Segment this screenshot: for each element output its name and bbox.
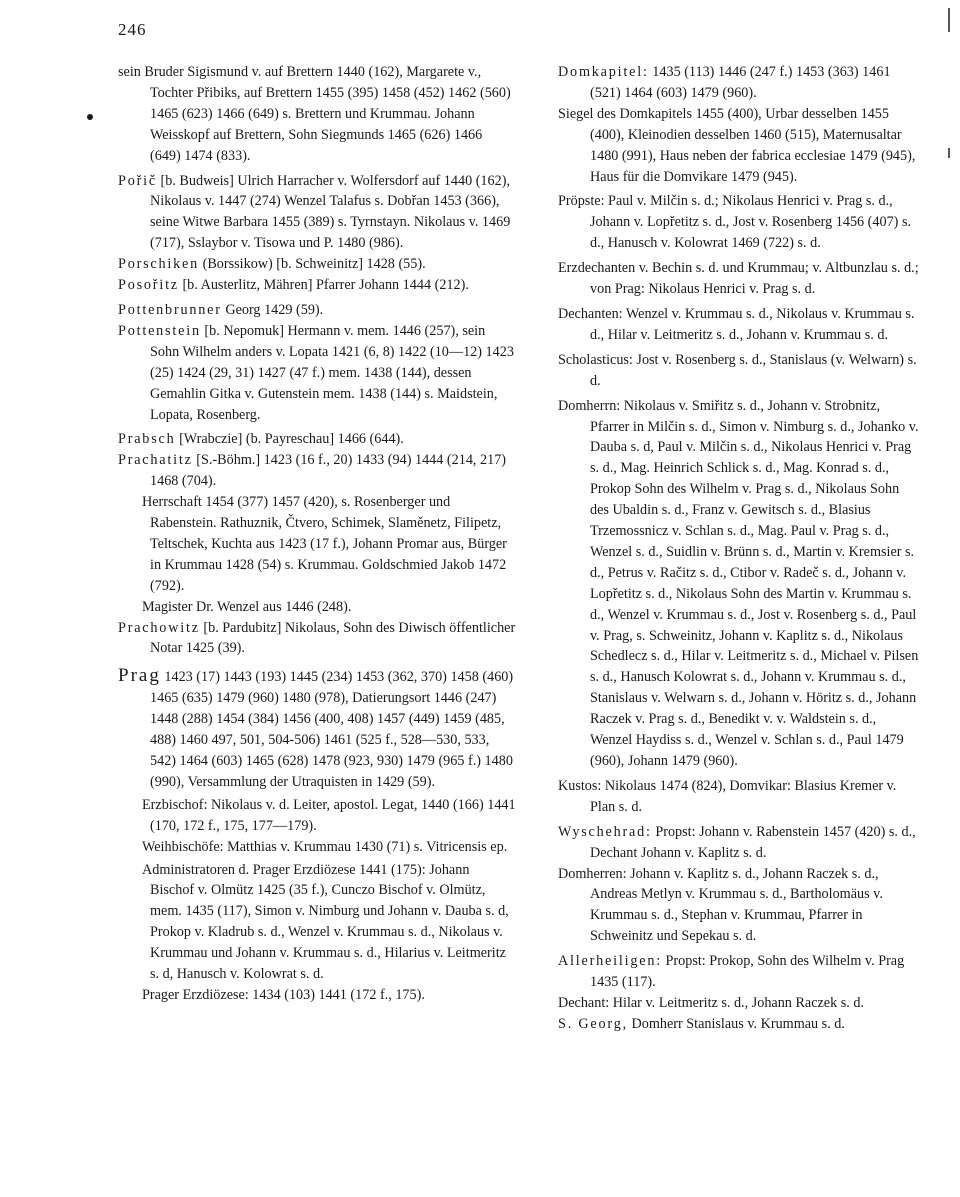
index-entry (558, 864, 920, 948)
entry-heading: Posořitz (118, 277, 179, 294)
page-number: 246 (118, 20, 147, 39)
entry-heading: Pořič (118, 172, 157, 189)
index-entry (558, 191, 920, 254)
entry-text: [b. Budweis] Ulrich Harracher v. Wolfersdorf auf 1440 (162), Nikolaus v. 1447 (274) Wenzel Talafus s. Dobřan 1453 (366), seine Witwe Barbara 1455 (389) s. Tyrnstayn. Nikolaus v. 1469 (717), Sslaybor v. Tisowa und P. 1480 (986). (150, 172, 511, 252)
entry-heading: Prag (118, 665, 161, 687)
index-entry (558, 822, 920, 864)
index-entry (118, 837, 516, 858)
entry-text: Erzbischof: Nikolaus v. d. Leiter, apostol. Legat, 1440 (166) 1441 (170, 172 f., 175, 177—179). (142, 796, 516, 834)
entry-text: Domherrn: Nikolaus v. Smiřitz s. d., Johann v. Strobnitz, Pfarrer in Milčin s. d., Simon v. Nimburg s. d., Johanko v. Dauba s. d, Paul v. Milčin s. d., Nikolaus Henrici v. Prag s. d., Mag. Heinrich Schlick s. d., Mag. Konrad s. d., Prokop Sohn des Wilhelm v. Prag s. d., Nikolaus Sohn des Ubaldin s. d., Franz v. Gewitsch s. d., Blasius Trzemossnicz v. Schlan s. d., Mag. Paul v. Prag s. d., Wenzel s. d., Suidlin v. Brünn s. d., Martin v. Kremsier s. d., Petrus v. Račitz s. d., Ctibor v. Radeč s. d., Johann v. Lopřetitz s. d., Nikolaus Sohn des Martin v. Krummau s. d., Wenzel v. Krummau s. d., Jost v. Rosenberg s. d., Paul v. Prag, s. Schweinitz, Johann v. Kaplitz s. d., Nikolaus Schedlecz s. d., Hilar v. Leitmeritz s. d., Michael v. Pilsen s. d., Hanusch Kolowrat s. d., Johann v. Krummau s. d., Stanislaus v. Welwarn s. d., Johann v. Höritz s. d., Johann Raczek v. Prag s. d., Benedikt v. v. Waldstein s. d., Wenzel Haydiss s. d., Wenzel v. Schlan s. d., Paul 1479 (960), Johann 1479 (960). (558, 397, 919, 769)
left-column (118, 62, 516, 1006)
entry-text: 1435 (113) 1446 (247 f.) 1453 (363) 1461 (521) 1464 (603) 1479 (960). (590, 64, 891, 101)
index-entry (118, 450, 516, 492)
index-entry (118, 666, 516, 792)
index-entry (558, 1014, 920, 1035)
entry-text: Weihbischöfe: Matthias v. Krummau 1430 (71) s. Vitricensis ep. (142, 838, 508, 855)
entry-text: Magister Dr. Wenzel aus 1446 (248). (142, 598, 352, 615)
entry-text: Propst: Prokop, Sohn des Wilhelm v. Prag 1435 (117). (590, 953, 905, 991)
index-entry (118, 860, 516, 985)
index-entry (558, 993, 920, 1014)
entry-heading: S. Georg, (558, 1015, 628, 1032)
index-entry (558, 62, 920, 104)
entry-text: Erzdechanten v. Bechin s. d. und Krummau; v. Altbunzlau s. d.; von Prag: Nikolaus Henrici v. Prag s. d. (558, 260, 919, 298)
entry-heading: Wyschehrad: (558, 823, 652, 840)
entry-text: [Wrabczie] (b. Payreschau] 1466 (644). (175, 431, 404, 448)
entry-heading: Porschiken (118, 256, 200, 273)
index-entry (118, 254, 516, 275)
entry-heading: Prachatitz (118, 452, 193, 469)
index-entry (558, 396, 920, 772)
entry-heading: Domkapitel: (558, 64, 649, 80)
index-entry (118, 171, 516, 255)
right-column (558, 62, 920, 1035)
page-edge-mark (948, 148, 950, 158)
index-entry (558, 776, 920, 818)
entry-text: sein Bruder Sigismund v. auf Brettern 1440 (162), Margarete v., Tochter Přibiks, auf Brettern 1455 (395) 1458 (452) 1462 (560) 1465 (623) 1466 (649) s. Brettern und Krummau. Johann Weisskopf auf Brettern, Sohn Siegmunds 1465 (626) 1466 (649) 1474 (833). (118, 64, 511, 164)
entry-text: Herrschaft 1454 (377) 1457 (420), s. Rosenberger und Rabenstein. Rathuznik, Čtvero, Schimek, Slaměnetz, Filipetz, Teltschek, Kuchta aus 1423 (17 f.), Johann Promar aus, Bürger in Krummau 1428 (54) s. Krummau. Goldschmied Jakob 1472 (792). (142, 494, 507, 594)
index-entry (118, 492, 516, 597)
entry-text: (Borssikow) [b. Schweinitz] 1428 (55). (199, 256, 426, 273)
entry-text: Propst: Johann v. Rabenstein 1457 (420) s. d., Dechant Johann v. Kaplitz s. d. (590, 823, 916, 861)
margin-mark (87, 114, 93, 120)
entry-heading: Allerheiligen: (558, 953, 662, 970)
entry-heading: Prabsch (118, 431, 176, 448)
entry-text: Prager Erzdiözese: 1434 (103) 1441 (172 f., 175). (142, 986, 425, 1003)
entry-heading: Prachowitz (118, 619, 200, 636)
page-edge-mark (948, 8, 950, 32)
index-entry (118, 300, 516, 321)
index-entry (118, 618, 516, 660)
entry-text: [S.-Böhm.] 1423 (16 f., 20) 1433 (94) 1444 (214, 217) 1468 (704). (150, 452, 507, 490)
index-entry (558, 304, 920, 346)
entry-text: Dechant: Hilar v. Leitmeritz s. d., Johann Raczek s. d. (558, 994, 864, 1011)
entry-text: Dechanten: Wenzel v. Krummau s. d., Nikolaus v. Krummau s. d., Hilar v. Leitmeritz s. d., Johann v. Krummau s. d. (558, 305, 915, 343)
entry-text: 1423 (17) 1443 (193) 1445 (234) 1453 (362, 370) 1458 (460) 1465 (635) 1479 (960) 1480 (978), Datierungsort 1446 (247) 1448 (288) 1454 (384) 1456 (400, 408) 1457 (449) 1459 (485, 488) 1460 497, 501, 504-506) 1461 (525 f., 528—530, 533, 542) 1464 (603) 1465 (628) 1478 (923, 930) 1479 (965 f.) 1480 (990), Versammlung der Utraquisten in 1429 (59). (150, 669, 514, 790)
index-entry (118, 321, 516, 426)
index-entry (558, 350, 920, 392)
entry-text: [b. Nepomuk] Hermann v. mem. 1446 (257), sein Sohn Wilhelm anders v. Lopata 1421 (6, 8) 1422 (10—12) 1423 (25) 1424 (29, 31) 1427 (47 f.) mem. 1438 (144), dessen Gemahlin Gitka v. Gutenstein mem. 1438 (144) s. Maidstein, Lopata, Rosenberg. (150, 322, 514, 423)
index-entry (118, 429, 516, 450)
entry-text: [b. Pardubitz] Nikolaus, Sohn des Diwisch öffentlicher Notar 1425 (39). (150, 619, 516, 657)
index-entry (118, 275, 516, 296)
entry-text: Georg 1429 (59). (221, 301, 324, 318)
index-entry (118, 985, 516, 1006)
index-entry (558, 951, 920, 993)
index-entry (118, 62, 516, 167)
entry-text: Siegel des Domkapitels 1455 (400), Urbar desselben 1455 (400), Kleinodien desselben 1460 (515), Maternusaltar 1480 (991), Haus neben der fabrica ecclesiae 1479 (945), Haus für die Domvikare 1479 (945). (558, 105, 916, 185)
index-entry (558, 104, 920, 188)
index-entry (118, 795, 516, 837)
entry-heading: Pottenstein (118, 322, 201, 339)
entry-text: Pröpste: Paul v. Milčin s. d.; Nikolaus Henrici v. Prag s. d., Johann v. Lopřetitz s. d., Jost v. Rosenberg 1456 (407) s. d., Hanusch v. Kolowrat 1469 (722) s. d. (558, 193, 912, 252)
entry-text: Kustos: Nikolaus 1474 (824), Domvikar: Blasius Kremer v. Plan s. d. (558, 777, 897, 815)
entry-heading: Pottenbrunner (118, 301, 222, 318)
entry-text: Administratoren d. Prager Erzdiözese 1441 (175): Johann Bischof v. Olmütz 1425 (35 f.), Cunczo Bischof v. Olmütz, mem. 1435 (117), Simon v. Nimburg und Johann v. Dauba s. d, Prokop v. Kladrub s. d., Wenzel v. Krummau s. d., Nikolaus v. Krummau und Johann v. Krummau s. d., Hilarius v. Leitmeritz s. d, Hanusch v. Kolowrat s. d. (142, 861, 509, 983)
entry-text: Domherr Stanislaus v. Krummau s. d. (627, 1015, 845, 1032)
index-entry (118, 597, 516, 618)
entry-text: Scholasticus: Jost v. Rosenberg s. d., Stanislaus (v. Welwarn) s. d. (558, 351, 917, 389)
entry-text: Domherren: Johann v. Kaplitz s. d., Johann Raczek s. d., Andreas Metlyn v. Krummau s. d., Bartholomäus v. Krummau s. d., Stephan v. Krummau, Pfarrer in Schweinitz und Sepekau s. d. (558, 865, 883, 945)
index-entry (558, 258, 920, 300)
entry-text: [b. Austerlitz, Mähren] Pfarrer Johann 1444 (212). (178, 277, 469, 294)
